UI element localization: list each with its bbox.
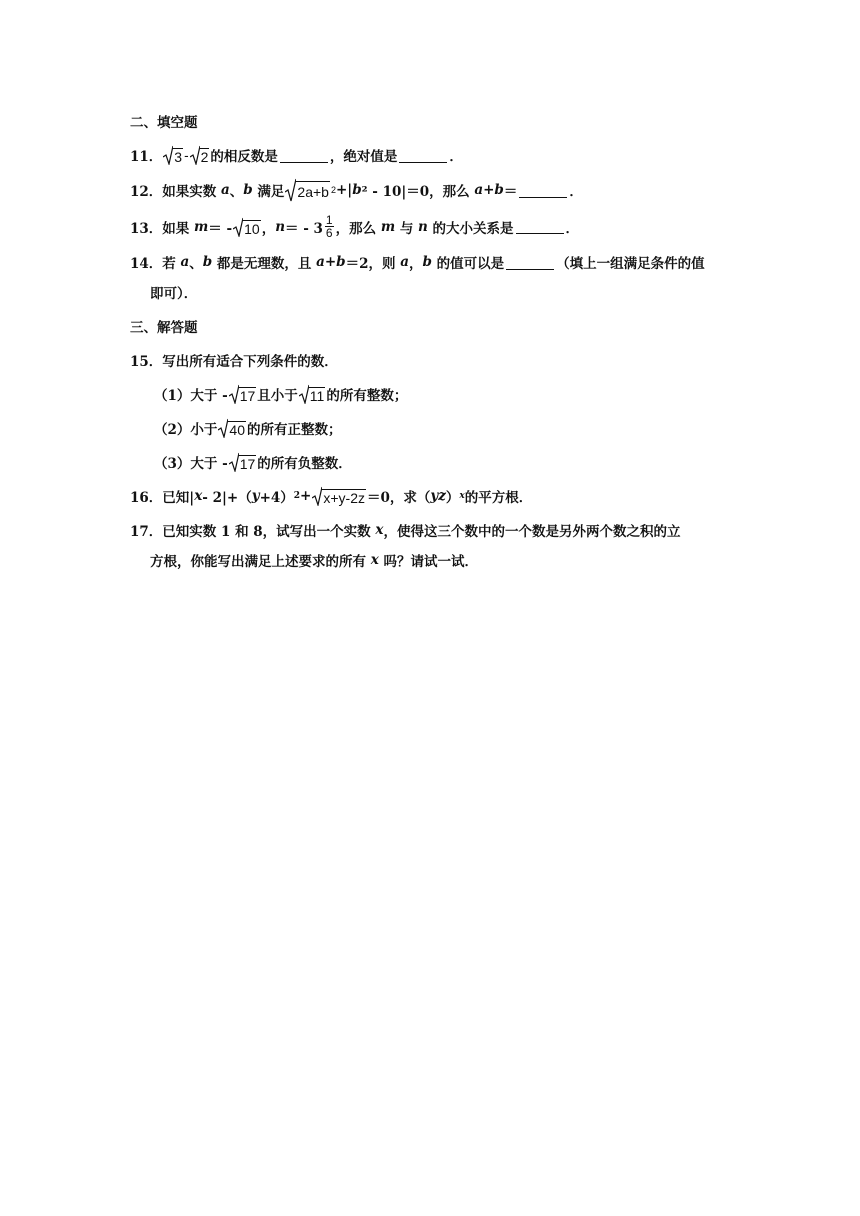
question-text: （3）大于 - bbox=[154, 456, 228, 472]
radical-sign-icon bbox=[285, 178, 296, 202]
question-text: 如果 bbox=[162, 220, 190, 237]
question-number: 14． bbox=[130, 256, 163, 272]
answer-blank[interactable] bbox=[399, 148, 447, 163]
radical-sign-icon bbox=[299, 384, 309, 404]
question-text: ，使得这三个数中的一个数是另外两个数之积的立 bbox=[383, 524, 681, 540]
question-text: 满足 bbox=[257, 184, 285, 200]
question-number: 12． bbox=[130, 184, 163, 200]
radicand: 17 bbox=[239, 388, 256, 404]
radicand: 11 bbox=[309, 388, 325, 404]
sum-expression: a+b bbox=[474, 182, 504, 198]
radical-sign-icon bbox=[218, 418, 228, 438]
radicand: 2a+b bbox=[296, 181, 330, 202]
question-text: 的值可以是 bbox=[436, 256, 505, 272]
variable-a: a bbox=[221, 182, 230, 198]
radical-sign-icon bbox=[229, 384, 239, 404]
question-text: ＝ - bbox=[208, 220, 233, 237]
question-number: 13． bbox=[130, 220, 163, 237]
question-12: 12． 如果实数 a 、 b 满足 2a+b 2 +| b ² - 10|＝0，那么 a+b ＝ ． bbox=[130, 178, 740, 202]
question-text: 的所有正整数； bbox=[246, 422, 342, 438]
question-text: ＝2，则 bbox=[345, 256, 396, 272]
question-text: 的所有整数； bbox=[326, 388, 408, 404]
sqrt-expression bbox=[190, 145, 210, 165]
question-number: 16． bbox=[130, 490, 163, 506]
question-text: 的相反数是 bbox=[210, 149, 278, 165]
radicand: 3 bbox=[174, 149, 183, 165]
fraction bbox=[325, 214, 334, 239]
variable-b: b bbox=[243, 182, 253, 198]
question-text: 的平方根． bbox=[464, 490, 533, 506]
variable-b: b bbox=[352, 182, 362, 198]
question-text: ＝0，求（ bbox=[366, 490, 431, 506]
question-text: ． bbox=[449, 149, 463, 165]
question-text: ，那么 bbox=[335, 220, 377, 237]
question-14-continuation: 即可）． bbox=[150, 286, 198, 302]
radicand: x+y-2z bbox=[323, 490, 365, 506]
question-text: 已知实数 1 和 8，试写出一个实数 bbox=[162, 524, 371, 540]
answer-blank[interactable] bbox=[506, 255, 554, 270]
question-number: 11． bbox=[130, 149, 163, 165]
radical-sign-icon bbox=[229, 452, 239, 472]
variable-a: a bbox=[400, 254, 409, 270]
radicand: 17 bbox=[239, 456, 256, 472]
sum-expression: a+b bbox=[316, 254, 346, 270]
question-number: 15． bbox=[130, 354, 163, 370]
variable-x: x bbox=[194, 488, 203, 504]
question-15-part-2 bbox=[130, 417, 740, 439]
question-text: ， bbox=[261, 220, 276, 237]
sqrt-expression bbox=[229, 452, 257, 472]
question-text: 吗？请试一试． bbox=[383, 554, 478, 570]
sqrt-expression bbox=[312, 486, 366, 506]
question-text: 与 bbox=[399, 220, 414, 237]
question-text: 都是无理数，且 bbox=[216, 256, 312, 272]
variable-b: b bbox=[202, 254, 213, 270]
question-text: 方根，你能写出满足上述要求的所有 bbox=[150, 554, 366, 570]
question-13 bbox=[130, 214, 740, 239]
question-text: （1）大于 - bbox=[154, 388, 228, 404]
question-17-continuation bbox=[130, 549, 740, 571]
section-heading-fill: 二、填空题 bbox=[130, 115, 198, 131]
separator: 、 bbox=[189, 256, 203, 272]
question-text: 的所有负整数． bbox=[257, 456, 352, 472]
radical-sign-icon bbox=[190, 145, 200, 165]
plus-sign: + bbox=[300, 488, 312, 504]
separator: 、 bbox=[229, 184, 244, 200]
minus-sign: - bbox=[184, 147, 189, 163]
variable-a: a bbox=[180, 254, 190, 270]
question-text: ． bbox=[565, 220, 580, 237]
variable-m: m bbox=[380, 218, 396, 235]
question-text: （填上一组满足条件的值 bbox=[556, 256, 705, 272]
variable-y: y bbox=[251, 488, 260, 504]
sqrt-expression bbox=[233, 217, 261, 237]
equals-sign: ＝ bbox=[503, 184, 518, 200]
question-text: - 2|+（ bbox=[202, 490, 252, 506]
question-text: ） bbox=[445, 490, 460, 506]
question-text: 写出所有适合下列条件的数． bbox=[162, 354, 338, 370]
variable-yz: yz bbox=[430, 488, 446, 504]
question-text: （2）小于 bbox=[154, 422, 218, 438]
radicand: 40 bbox=[229, 422, 245, 438]
sqrt-expression bbox=[285, 178, 330, 202]
variable-x: x bbox=[375, 522, 384, 538]
question-text: 若 bbox=[162, 256, 176, 272]
radical-sign-icon bbox=[233, 217, 243, 237]
question-text: 已知| bbox=[162, 490, 195, 506]
answer-blank[interactable] bbox=[519, 183, 567, 198]
question-16: 16． 已知| x - 2|+（ y +4） 2 + x+y-2z ＝0，求（ yz ） x 的平方根． bbox=[130, 488, 533, 506]
answer-blank[interactable] bbox=[516, 219, 564, 234]
question-15 bbox=[130, 349, 740, 371]
question-15-part-1 bbox=[130, 383, 740, 405]
separator: ， bbox=[408, 256, 423, 272]
section-heading-solve: 三、解答题 bbox=[130, 320, 198, 336]
question-text: ² - 10|＝0，那么 bbox=[361, 184, 470, 200]
question-15-part-3 bbox=[130, 451, 740, 473]
question-text: ，绝对值是 bbox=[329, 149, 398, 165]
exam-content bbox=[130, 110, 740, 583]
question-text: +4） bbox=[259, 490, 294, 506]
fraction-denominator: 6 bbox=[325, 226, 333, 240]
question-number: 17． bbox=[130, 524, 163, 540]
question-text: 如果实数 bbox=[162, 184, 217, 200]
question-text: ． bbox=[569, 184, 583, 200]
answer-blank[interactable] bbox=[280, 148, 328, 163]
radicand: 10 bbox=[244, 220, 260, 237]
variable-x: x bbox=[370, 552, 379, 568]
question-text: +| bbox=[335, 182, 353, 198]
sqrt-expression bbox=[299, 384, 326, 404]
question-14 bbox=[130, 251, 740, 273]
question-text: 且小于 bbox=[257, 388, 298, 404]
variable-n: n bbox=[418, 218, 428, 235]
question-11 bbox=[130, 144, 740, 166]
variable-n: n bbox=[275, 218, 286, 235]
radical-sign-icon bbox=[312, 486, 322, 506]
fraction-numerator: 1 bbox=[325, 213, 333, 227]
variable-b: b bbox=[422, 254, 432, 270]
sqrt-expression bbox=[218, 418, 246, 438]
sqrt-expression bbox=[229, 384, 257, 404]
question-text: 的大小关系是 bbox=[432, 220, 514, 237]
radicand: 2 bbox=[200, 149, 209, 165]
question-text: ＝ - 3 bbox=[285, 220, 323, 237]
radical-sign-icon bbox=[163, 145, 173, 165]
question-17 bbox=[130, 519, 740, 541]
variable-m: m bbox=[194, 218, 209, 235]
sqrt-expression bbox=[163, 145, 183, 165]
